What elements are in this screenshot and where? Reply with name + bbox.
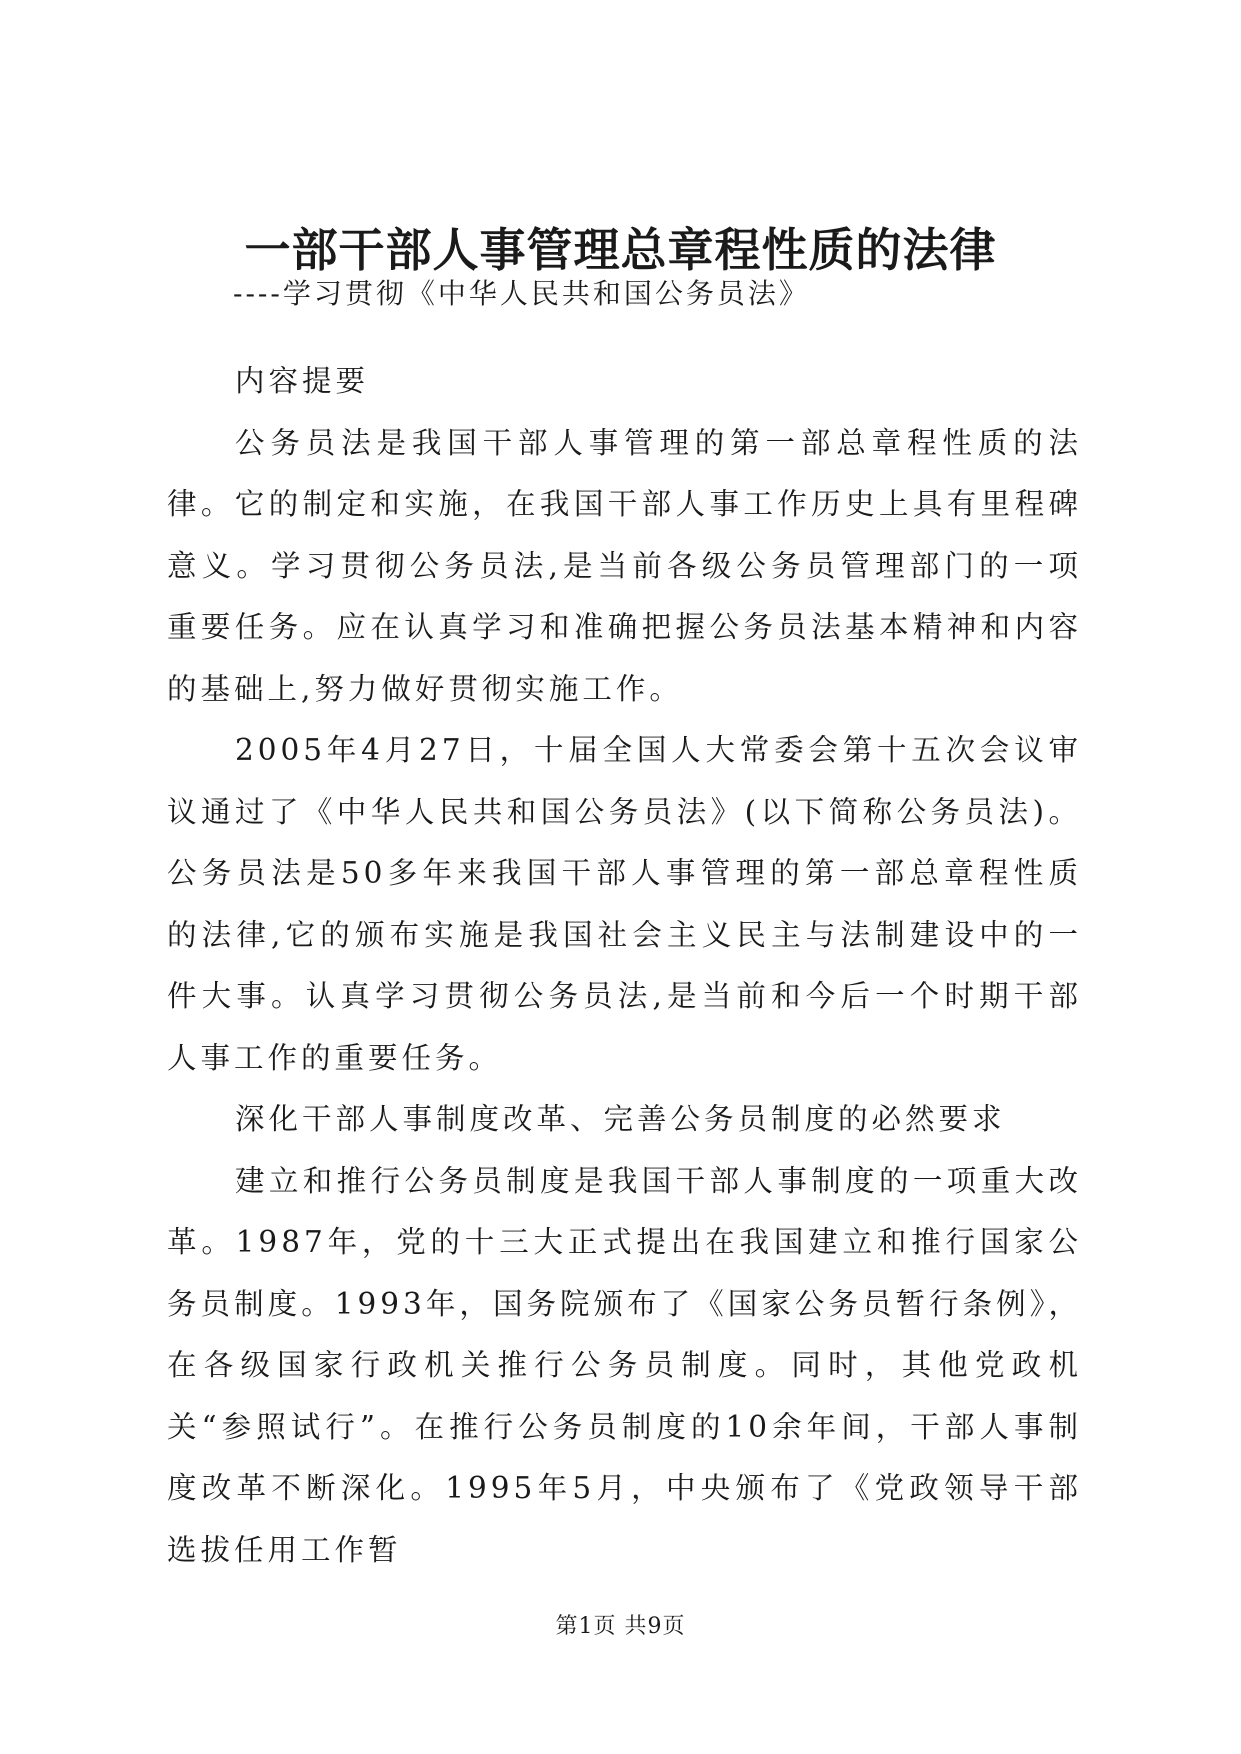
section-heading-reform: 深化干部人事制度改革、完善公务员制度的必然要求 — [235, 1102, 1006, 1136]
document-subtitle: ----学习贯彻《中华人民共和国公务员法》 — [233, 277, 810, 310]
paragraph-reform: 建立和推行公务员制度是我国干部人事制度的一项重大改革。1987年，党的十三大正式提出在我国建立和推行国家公务员制度。1993年，国务院颁布了《国家公务员暂行条例》，在各级国家行政机关推行公务员制度。同时，其他党政机关“参照试行”。在推行公务员制度的10余年间，干部人事制度改革不断深化。1995年5月，中央颁布了《党政领导干部选拔任用工作暂 — [167, 1163, 1082, 1567]
section-heading-summary: 内容提要 — [235, 364, 370, 398]
paragraph-intro: 2005年4月27日，十届全国人大常委会第十五次会议审议通过了《中华人民共和国公务员法》(以下简称公务员法)。公务员法是50多年来我国干部人事管理的第一部总章程性质的法律,它的颁布实施是我国社会主义民主与法制建设中的一件大事。认真学习贯彻公务员法,是当前和今后一个时期干部人事工作的重要任务。 — [167, 733, 1082, 1075]
page-footer: 第1页 共9页 — [555, 1614, 686, 1639]
document-title: 一部干部人事管理总章程性质的法律 — [244, 223, 997, 277]
document-body — [167, 351, 1082, 1581]
paragraph-summary: 公务员法是我国干部人事管理的第一部总章程性质的法律。它的制定和实施，在我国干部人事工作历史上具有里程碑意义。学习贯彻公务员法,是当前各级公务员管理部门的一项重要任务。应在认真学习和准确把握公务员法基本精神和内容的基础上,努力做好贯彻实施工作。 — [167, 425, 1082, 706]
